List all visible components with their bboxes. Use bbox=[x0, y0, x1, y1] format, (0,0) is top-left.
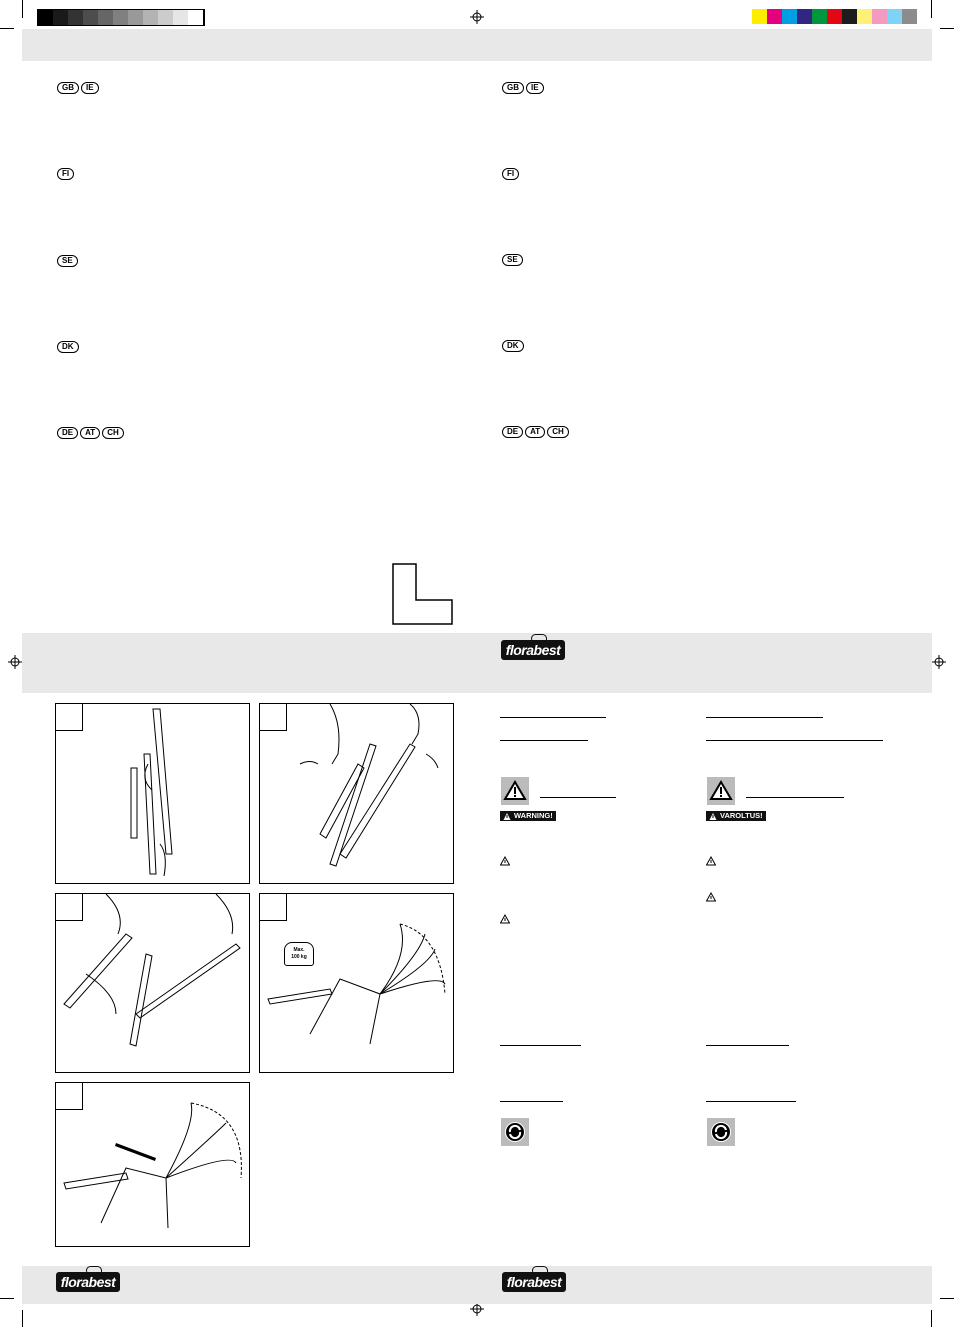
warning-triangle-icon bbox=[503, 812, 511, 821]
grey-swatch bbox=[68, 10, 84, 25]
warning-triangle-icon bbox=[706, 856, 716, 866]
weight-label: Max. 100 kg bbox=[284, 942, 314, 966]
grey-swatch bbox=[158, 10, 174, 25]
color-swatch bbox=[857, 9, 872, 24]
color-swatch bbox=[887, 9, 902, 24]
color-swatch bbox=[797, 9, 812, 24]
color-swatch bbox=[827, 9, 842, 24]
grey-calibration-bar bbox=[37, 9, 205, 26]
brand-logo: florabest bbox=[56, 1272, 120, 1292]
grey-swatch bbox=[38, 10, 54, 25]
heading-rule bbox=[706, 740, 883, 741]
heading-rule bbox=[500, 717, 606, 718]
lang-group-5: DE AT CH bbox=[57, 422, 126, 434]
heading-rule bbox=[500, 1045, 581, 1046]
registration-crosshair-icon bbox=[470, 1302, 484, 1316]
warning-triangle-icon bbox=[707, 777, 735, 805]
warning-badge: VAROLTUS! bbox=[706, 811, 766, 821]
footer-band bbox=[22, 1266, 932, 1304]
lang-group-1: GB IE bbox=[502, 77, 546, 89]
figure-1-folded-chair bbox=[55, 703, 250, 884]
grey-swatch bbox=[143, 10, 159, 25]
color-swatch bbox=[812, 9, 827, 24]
lang-group-2: FI bbox=[57, 163, 76, 175]
green-dot-recycle-icon bbox=[501, 1118, 529, 1146]
grey-swatch bbox=[188, 10, 204, 25]
color-swatch bbox=[902, 9, 917, 24]
registration-crosshair-icon bbox=[932, 655, 946, 669]
lang-group-4: DK bbox=[502, 335, 526, 347]
brand-logo: florabest bbox=[501, 640, 565, 660]
color-swatch bbox=[872, 9, 887, 24]
heading-rule bbox=[706, 717, 823, 718]
color-swatch bbox=[782, 9, 797, 24]
heading-rule bbox=[706, 1101, 796, 1102]
middle-band bbox=[22, 633, 932, 693]
figure-5-reclining-chair bbox=[55, 1082, 250, 1247]
lang-group-5: DE AT CH bbox=[502, 421, 571, 433]
figure-2-unfolding-chair bbox=[259, 703, 454, 884]
color-swatch bbox=[842, 9, 857, 24]
lang-group-3: SE bbox=[502, 249, 525, 261]
green-dot-recycle-icon bbox=[707, 1118, 735, 1146]
brand-logo: florabest bbox=[502, 1272, 566, 1292]
registration-crosshair-icon bbox=[470, 10, 484, 24]
grey-swatch bbox=[113, 10, 129, 25]
warning-triangle-icon bbox=[709, 812, 717, 821]
warning-triangle-icon bbox=[706, 892, 716, 902]
figure-4-reclining-load bbox=[259, 893, 454, 1073]
heading-rule bbox=[540, 797, 616, 798]
heading-rule bbox=[500, 1101, 563, 1102]
grey-swatch bbox=[173, 10, 189, 25]
heading-rule bbox=[500, 740, 588, 741]
warning-triangle-icon bbox=[501, 777, 529, 805]
warning-triangle-icon bbox=[500, 914, 510, 924]
grey-swatch bbox=[98, 10, 114, 25]
registration-crosshair-icon bbox=[8, 655, 22, 669]
color-calibration-bar bbox=[752, 9, 917, 24]
lang-group-1: GB IE bbox=[57, 77, 101, 89]
lang-group-2: FI bbox=[502, 163, 521, 175]
header-band bbox=[22, 29, 932, 61]
warning-badge: WARNING! bbox=[500, 811, 556, 821]
warning-triangle-icon bbox=[500, 856, 510, 866]
heading-rule bbox=[706, 1045, 789, 1046]
lang-group-4: DK bbox=[57, 336, 81, 348]
grey-swatch bbox=[83, 10, 99, 25]
color-swatch bbox=[767, 9, 782, 24]
color-swatch bbox=[752, 9, 767, 24]
lang-group-3: SE bbox=[57, 250, 80, 262]
heading-rule bbox=[746, 797, 844, 798]
fold-mark-l-shape bbox=[392, 563, 454, 625]
grey-swatch bbox=[53, 10, 69, 25]
grey-swatch bbox=[128, 10, 144, 25]
figure-3-opening-chair bbox=[55, 893, 250, 1073]
